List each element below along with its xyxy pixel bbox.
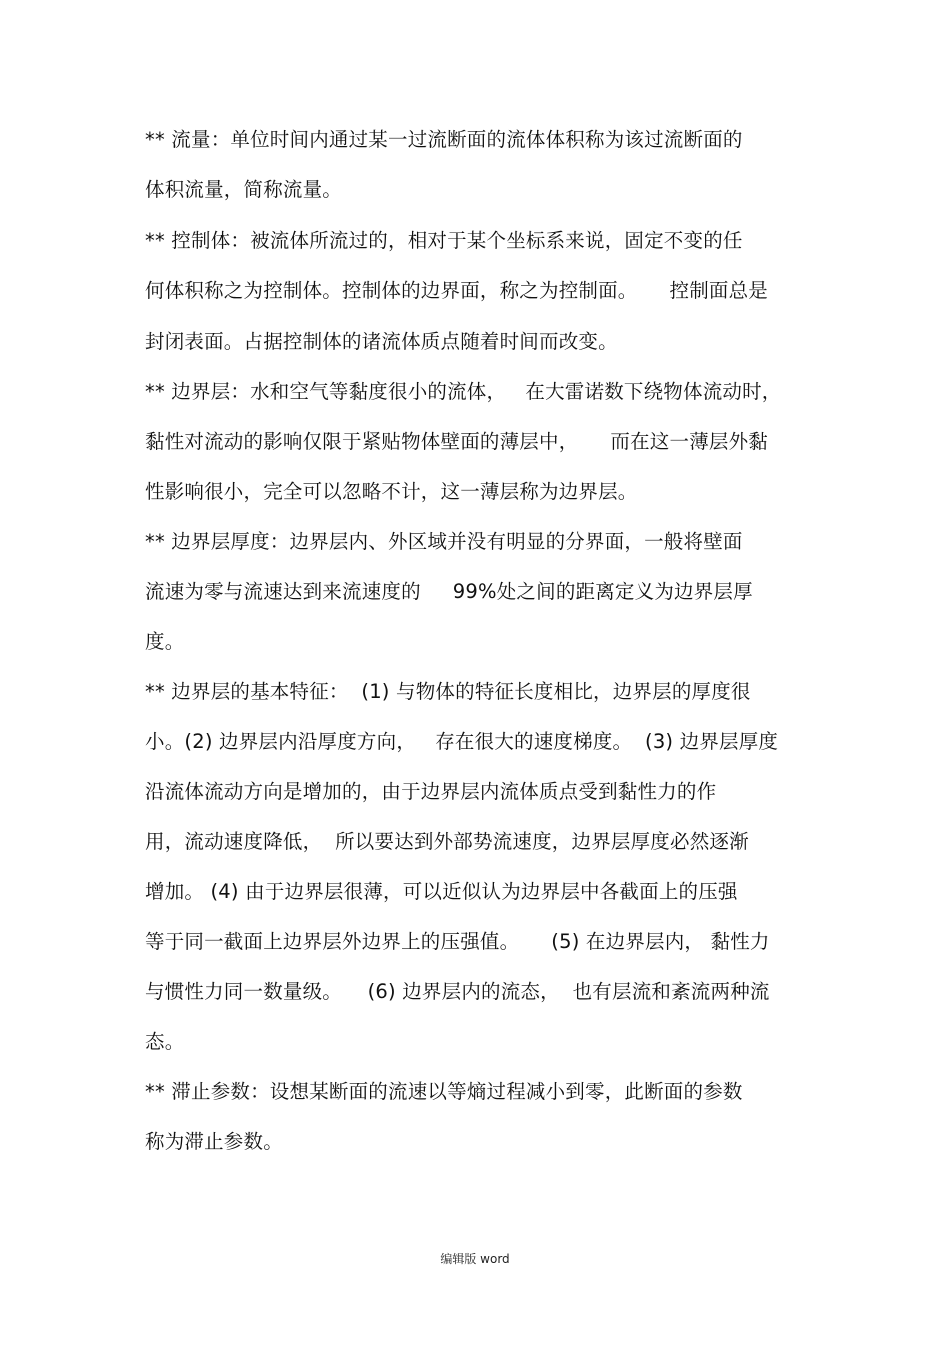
text-line: ** 流量：单位时间内通过某一过流断面的流体体积称为该过流断面的 [145,128,743,151]
text-line: 称为滞止参数。 [145,1130,283,1153]
text-line: 性影响很小，完全可以忽略不计，这一薄层称为边界层。 [145,480,638,503]
text-line: 何体积称之为控制体。控制体的边界面，称之为控制面。 控制面总是 [145,279,768,302]
text-line: 用，流动速度降低， 所以要达到外部势流速度，边界层厚度必然逐渐 [145,830,749,853]
text-line: 封闭表面。占据控制体的诸流体质点随着时间而改变。 [145,330,618,353]
text-line: 沿流体流动方向是增加的，由于边界层内流体质点受到黏性力的作 [145,780,717,803]
text-line: ** 边界层：水和空气等黏度很小的流体， 在大雷诺数下绕物体流动时， [145,380,782,403]
text-line: ** 边界层的基本特征： (1) 与物体的特征长度相比，边界层的厚度很 [145,680,751,703]
text-line: ** 边界层厚度：边界层内、外区域并没有明显的分界面，一般将壁面 [145,530,743,553]
text-line: 度。 [145,630,185,653]
text-line: 黏性对流动的影响仅限于紧贴物体壁面的薄层中， 而在这一薄层外黏 [145,430,768,453]
text-line: 态。 [145,1030,185,1053]
text-line: 流速为零与流速达到来流速度的 99%处之间的距离定义为边界层厚 [145,580,753,603]
page-footer: 编辑版 word [440,1252,510,1266]
text-line: 小。(2) 边界层内沿厚度方向， 存在很大的速度梯度。 (3) 边界层厚度 [145,730,779,753]
text-line: 增加。 (4) 由于边界层很薄，可以近似认为边界层中各截面上的压强 [145,880,738,903]
text-line: 体积流量，简称流量。 [145,178,343,201]
text-line: ** 控制体：被流体所流过的，相对于某个坐标系来说，固定不变的任 [145,229,743,252]
text-line: 等于同一截面上边界层外边界上的压强值。 (5) 在边界层内， 黏性力 [145,930,770,953]
text-line: ** 滞止参数：设想某断面的流速以等熵过程减小到零，此断面的参数 [145,1080,743,1103]
text-line: 与惯性力同一数量级。 (6) 边界层内的流态， 也有层流和紊流两种流 [145,980,770,1003]
